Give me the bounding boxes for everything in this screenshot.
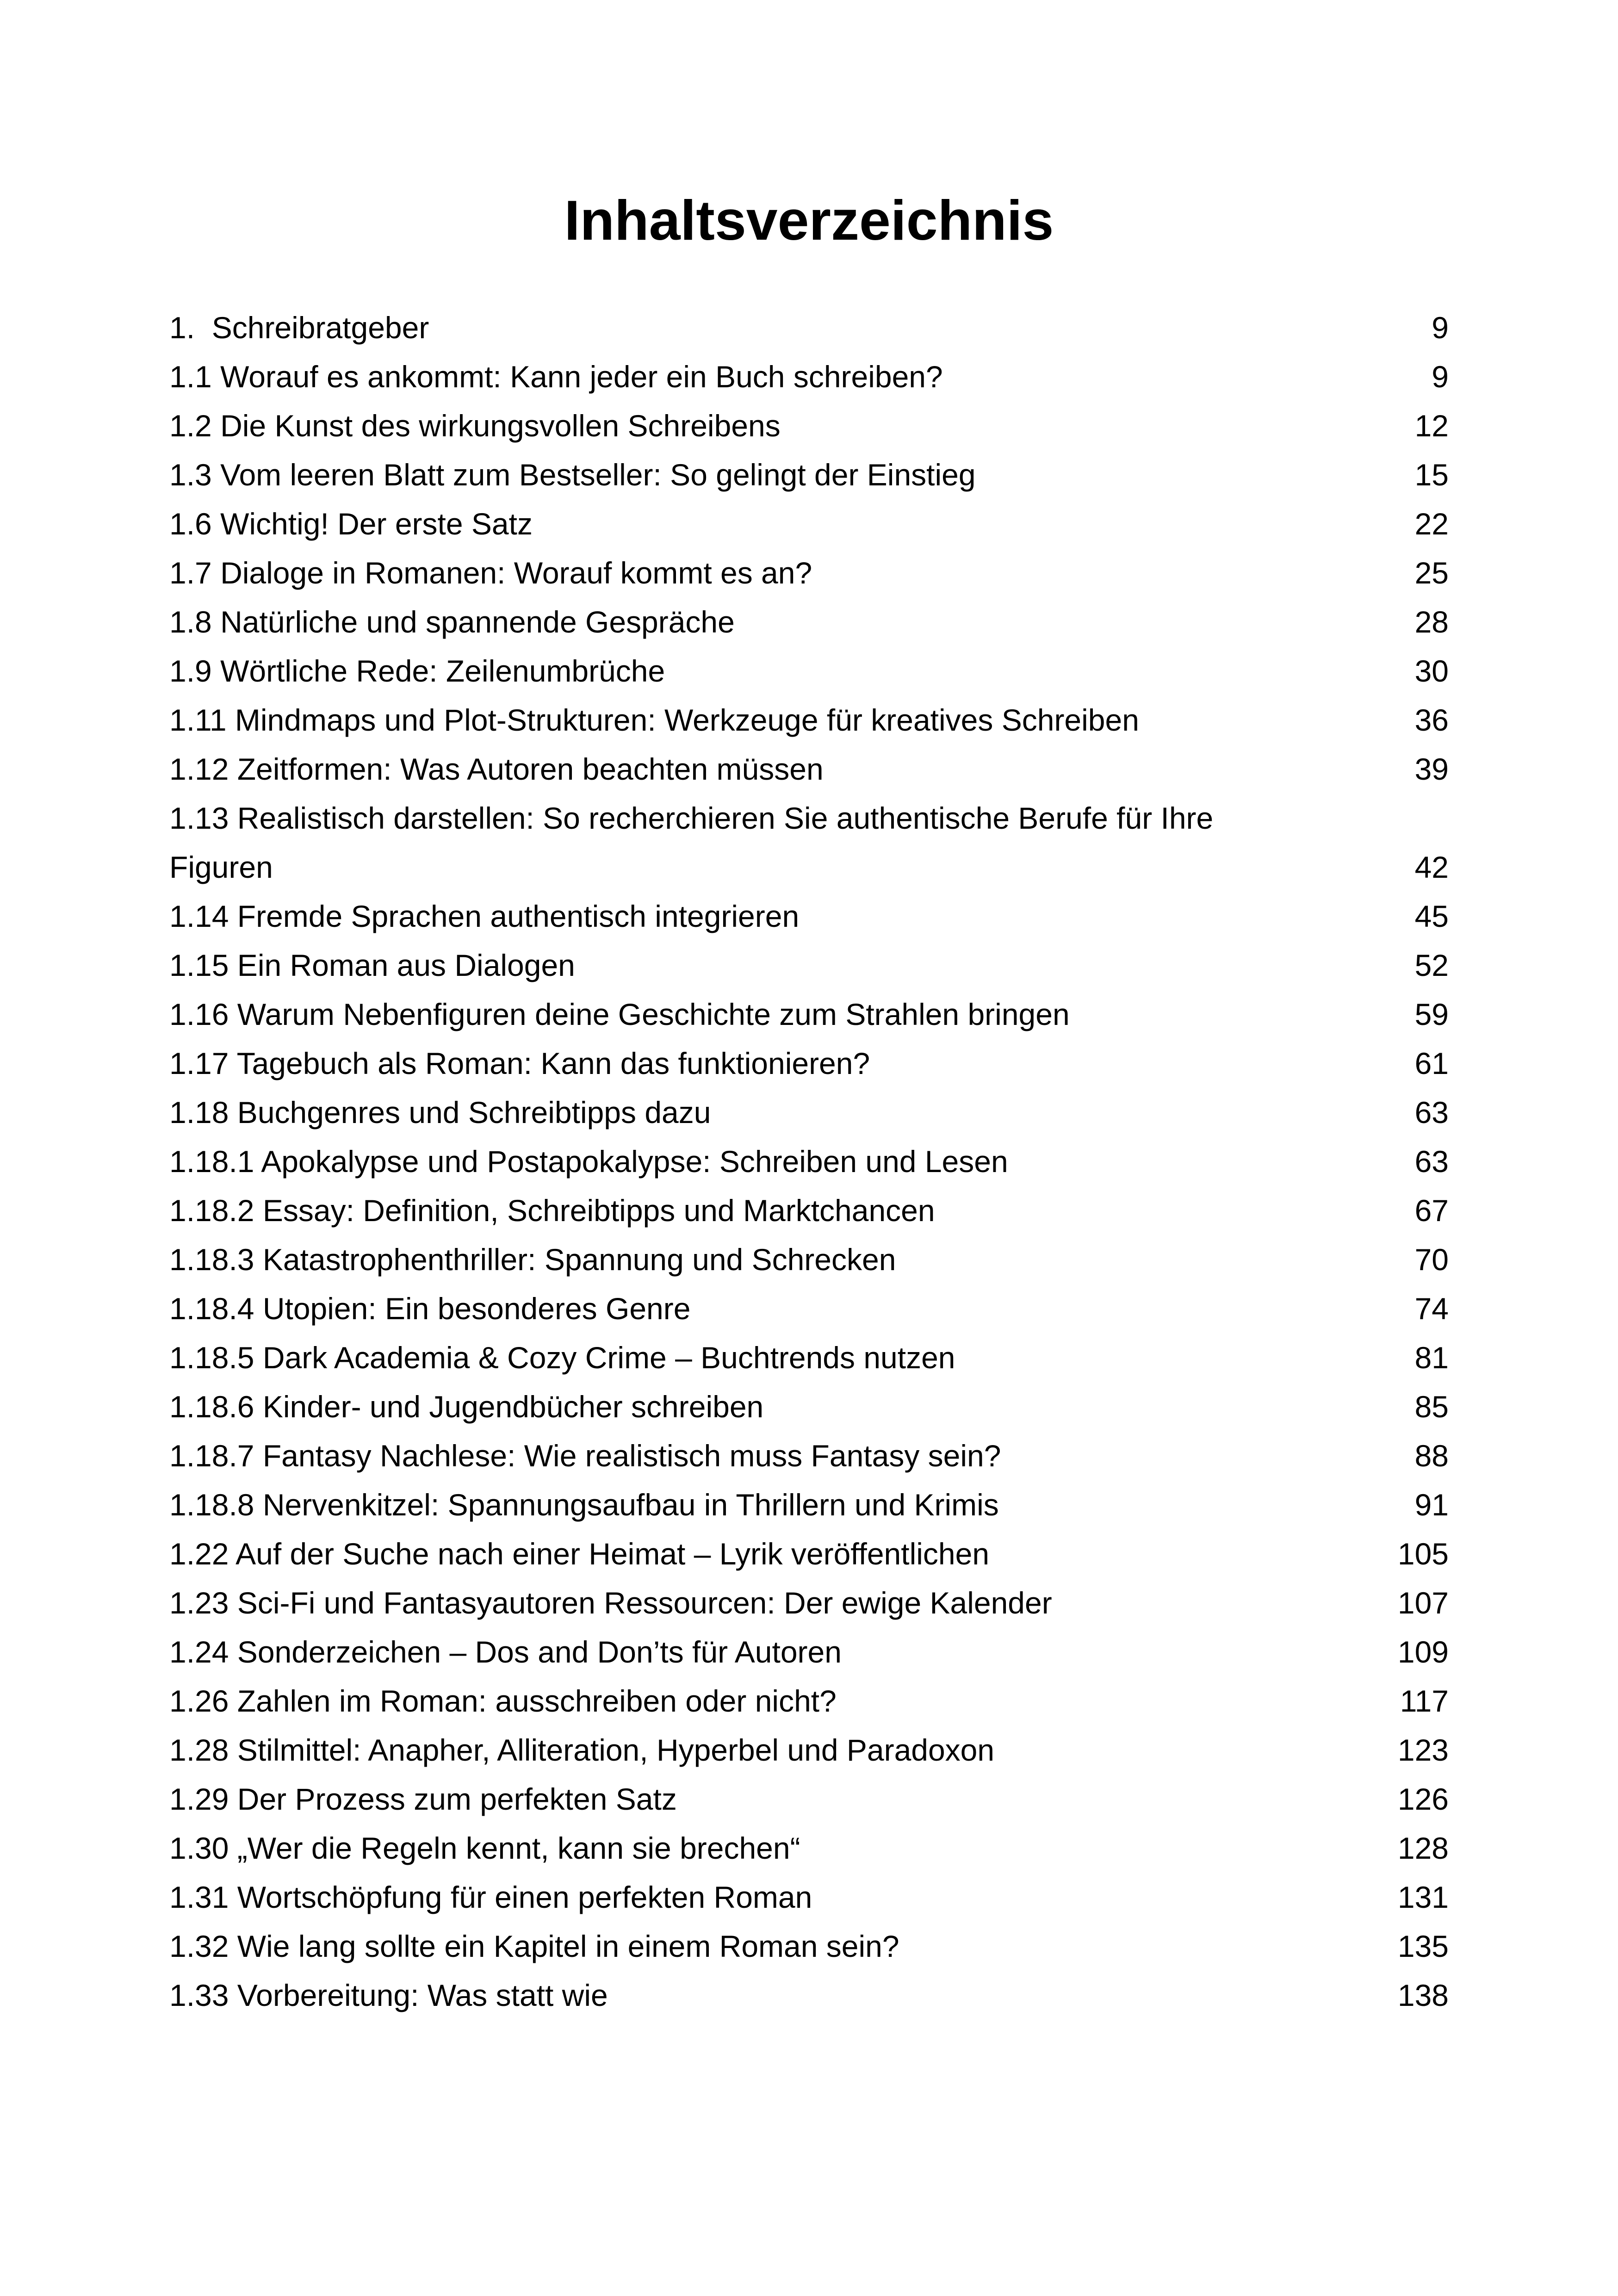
toc-entry-text: 1.7 Dialoge in Romanen: Worauf kommt es an? — [169, 556, 812, 590]
toc-entry-page: 42 — [1414, 850, 1449, 884]
toc-entry-page: 74 — [1414, 1291, 1449, 1326]
toc-entry-page: 61 — [1414, 1046, 1449, 1080]
toc-entry-page: 22 — [1414, 507, 1449, 541]
toc-entry-text: 1.1 Worauf es ankommt: Kann jeder ein Buch schreiben? — [169, 360, 943, 394]
toc-entry-text: 1.18.5 Dark Academia & Cozy Crime – Buchtrends nutzen — [169, 1340, 955, 1375]
toc-entry-page: 30 — [1414, 654, 1449, 688]
toc-entry — [169, 745, 1449, 794]
toc-entry — [169, 1284, 1449, 1333]
table-of-contents — [169, 303, 1449, 2020]
toc-entry — [169, 597, 1449, 646]
toc-entry-text: 1.6 Wichtig! Der erste Satz — [169, 507, 533, 541]
toc-entry — [169, 1824, 1449, 1873]
toc-entry — [169, 1480, 1449, 1529]
toc-entry-text: 1.18.1 Apokalypse und Postapokalypse: Schreiben und Lesen — [169, 1144, 1008, 1179]
toc-entry-page: 128 — [1397, 1831, 1449, 1865]
toc-entry-text: 1.9 Wörtliche Rede: Zeilenumbrüche — [169, 654, 665, 688]
toc-entry-text: 1.29 Der Prozess zum perfekten Satz — [169, 1782, 677, 1816]
toc-entry-text: 1.23 Sci-Fi und Fantasyautoren Ressourcen: Der ewige Kalender — [169, 1586, 1052, 1620]
toc-entry-text: 1.17 Tagebuch als Roman: Kann das funktionieren? — [169, 1046, 870, 1080]
toc-entry — [169, 1382, 1449, 1431]
toc-entry — [169, 1088, 1449, 1137]
toc-entry-text: 1.18.2 Essay: Definition, Schreibtipps und Marktchancen — [169, 1193, 935, 1228]
toc-entry-text: 1.11 Mindmaps und Plot-Strukturen: Werkzeuge für kreatives Schreiben — [169, 703, 1139, 737]
toc-entry-page: 39 — [1414, 752, 1449, 786]
toc-entry-page: 123 — [1397, 1733, 1449, 1767]
toc-entry — [169, 1725, 1449, 1775]
toc-entry-page: 107 — [1397, 1586, 1449, 1620]
toc-entry-page: 25 — [1414, 556, 1449, 590]
toc-entry-page: 12 — [1414, 409, 1449, 443]
toc-entry — [169, 1775, 1449, 1824]
toc-entry — [169, 941, 1449, 990]
toc-entry-page: 85 — [1414, 1390, 1449, 1424]
toc-entry-text: 1.18 Buchgenres und Schreibtipps dazu — [169, 1095, 711, 1129]
toc-entry — [169, 794, 1449, 843]
toc-entry-text: 1.18.6 Kinder- und Jugendbücher schreiben — [169, 1390, 764, 1424]
toc-entry — [169, 352, 1449, 401]
toc-entry-page: 70 — [1414, 1242, 1449, 1277]
toc-entry-text: 1.31 Wortschöpfung für einen perfekten Roman — [169, 1880, 812, 1914]
toc-entry — [169, 1971, 1449, 2020]
toc-entry — [169, 303, 1449, 352]
toc-entry-page: 15 — [1414, 458, 1449, 492]
toc-entry-page: 131 — [1397, 1880, 1449, 1914]
toc-entry-text: 1.18.3 Katastrophenthriller: Spannung und Schrecken — [169, 1242, 896, 1277]
toc-entry — [169, 450, 1449, 499]
toc-entry — [169, 1186, 1449, 1235]
toc-entry — [169, 1627, 1449, 1676]
toc-entry-page: 105 — [1397, 1537, 1449, 1571]
toc-entry-text: 1.24 Sonderzeichen – Dos and Don’ts für Autoren — [169, 1635, 842, 1669]
toc-entry-page: 63 — [1414, 1144, 1449, 1179]
toc-entry-text: 1.26 Zahlen im Roman: ausschreiben oder nicht? — [169, 1684, 837, 1718]
toc-entry — [169, 990, 1449, 1039]
toc-entry-page: 28 — [1414, 605, 1449, 639]
toc-entry-text: 1.3 Vom leeren Blatt zum Bestseller: So gelingt der Einstieg — [169, 458, 976, 492]
toc-entry — [169, 1039, 1449, 1088]
toc-entry-text: 1.14 Fremde Sprachen authentisch integrieren — [169, 899, 800, 933]
toc-entry-page: 138 — [1397, 1978, 1449, 2012]
toc-entry-page: 67 — [1414, 1193, 1449, 1228]
page-title: Inhaltsverzeichnis — [564, 189, 1054, 252]
toc-entry-page: 63 — [1414, 1095, 1449, 1129]
toc-entry — [169, 892, 1449, 941]
toc-entry — [169, 1922, 1449, 1971]
toc-entry-text: 1.16 Warum Nebenfiguren deine Geschichte zum Strahlen bringen — [169, 997, 1070, 1031]
toc-entry-text: 1. Schreibratgeber — [169, 310, 429, 345]
toc-entry — [169, 1333, 1449, 1382]
toc-entry-page: 91 — [1414, 1488, 1449, 1522]
toc-entry-page: 36 — [1414, 703, 1449, 737]
toc-entry — [169, 695, 1449, 745]
toc-entry-page: 126 — [1397, 1782, 1449, 1816]
toc-entry-text: 1.18.8 Nervenkitzel: Spannungsaufbau in Thrillern und Krimis — [169, 1488, 999, 1522]
toc-entry-text: 1.32 Wie lang sollte ein Kapitel in einem Roman sein? — [169, 1929, 899, 1963]
toc-entry — [169, 1431, 1449, 1480]
toc-entry-text: 1.18.4 Utopien: Ein besonderes Genre — [169, 1291, 691, 1326]
toc-entry-text: 1.33 Vorbereitung: Was statt wie — [169, 1978, 608, 2012]
toc-entry-page: 45 — [1414, 899, 1449, 933]
toc-entry — [169, 1873, 1449, 1922]
toc-entry — [169, 1235, 1449, 1284]
toc-entry-page: 135 — [1397, 1929, 1449, 1963]
toc-entry-text: 1.13 Realistisch darstellen: So recherchieren Sie authentische Berufe für Ihre — [169, 801, 1214, 835]
toc-entry — [169, 401, 1449, 450]
toc-entry-text: 1.18.7 Fantasy Nachlese: Wie realistisch muss Fantasy sein? — [169, 1439, 1001, 1473]
toc-entry-page: 52 — [1414, 948, 1449, 982]
toc-entry — [169, 1578, 1449, 1627]
toc-entry-page: 88 — [1414, 1439, 1449, 1473]
toc-entry-page: 117 — [1400, 1684, 1449, 1718]
toc-entry-page: 81 — [1414, 1340, 1449, 1375]
toc-entry — [169, 499, 1449, 548]
toc-entry — [169, 1676, 1449, 1725]
toc-entry-text: 1.30 „Wer die Regeln kennt, kann sie brechen“ — [169, 1831, 800, 1865]
toc-entry — [169, 843, 1449, 892]
toc-entry-text: 1.15 Ein Roman aus Dialogen — [169, 948, 575, 982]
toc-entry-text: 1.2 Die Kunst des wirkungsvollen Schreibens — [169, 409, 781, 443]
toc-entry — [169, 1529, 1449, 1578]
toc-entry — [169, 1137, 1449, 1186]
toc-entry — [169, 646, 1449, 695]
toc-entry — [169, 548, 1449, 597]
toc-entry-text: 1.28 Stilmittel: Anapher, Alliteration, Hyperbel und Paradoxon — [169, 1733, 995, 1767]
toc-entry-text: 1.22 Auf der Suche nach einer Heimat – Lyrik veröffentlichen — [169, 1537, 990, 1571]
toc-entry-text: Figuren — [169, 850, 273, 884]
toc-entry-page: 9 — [1432, 310, 1449, 345]
toc-entry-page: 9 — [1432, 360, 1449, 394]
toc-entry-text: 1.8 Natürliche und spannende Gespräche — [169, 605, 735, 639]
toc-entry-page: 59 — [1414, 997, 1449, 1031]
toc-entry-text: 1.12 Zeitformen: Was Autoren beachten müssen — [169, 752, 824, 786]
toc-entry-page: 109 — [1397, 1635, 1449, 1669]
